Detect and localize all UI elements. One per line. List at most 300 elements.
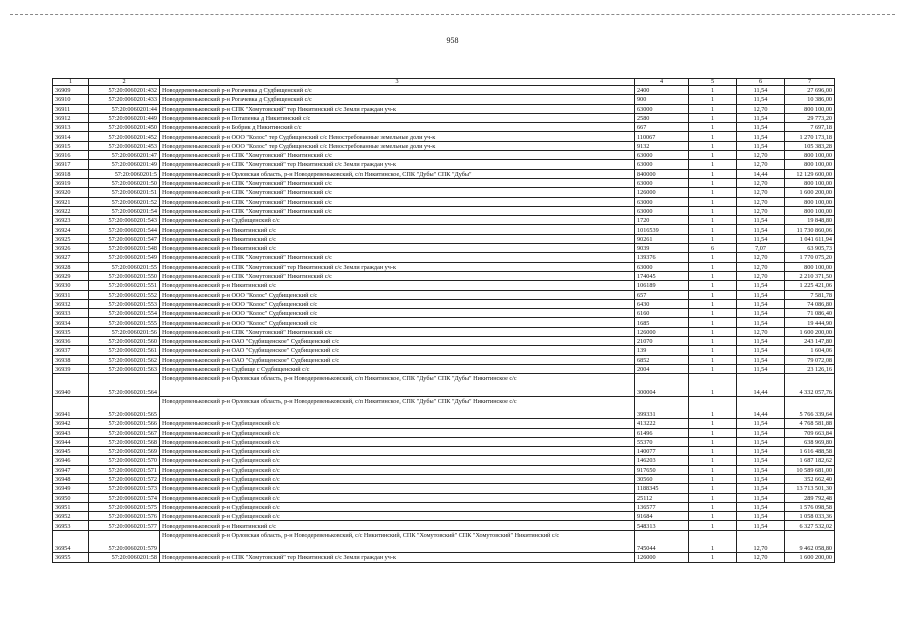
table-cell-col3: Новодеревеньковский р-н СПК "Хомутовский" Никитинский с/с xyxy=(160,253,635,262)
table-cell-col3: Новодеревеньковский р-н Орловская область, р-н Новодеревеньковский, с/п Никитинское, СПК "Дубы" СПК "Дубы" Никитинское с/с xyxy=(160,396,635,419)
table-row xyxy=(53,374,835,397)
table-cell-col5: 1 xyxy=(689,521,737,530)
table-cell-col6: 11,54 xyxy=(737,465,785,474)
table-cell-col1: 36930 xyxy=(53,281,89,290)
table-cell-col1: 36940 xyxy=(53,374,89,397)
table-cell-col1: 36927 xyxy=(53,253,89,262)
table-cell-col2: 57:20:0060201:569 xyxy=(89,447,160,456)
table-cell-col4: 25112 xyxy=(635,493,689,502)
table-cell-col5: 1 xyxy=(689,493,737,502)
table-cell-col7: 800 100,00 xyxy=(785,160,835,169)
table-cell-col1: 36949 xyxy=(53,484,89,493)
table-cell-col6: 11,54 xyxy=(737,225,785,234)
header-cell-2: 2 xyxy=(89,79,160,86)
table-cell-col4: 21070 xyxy=(635,337,689,346)
table-row xyxy=(53,484,835,493)
table-cell-col2: 57:20:0060201:50 xyxy=(89,178,160,187)
table-cell-col3: Новодеревеньковский р-н Судбищенский с/с xyxy=(160,437,635,446)
table-cell-col1: 36909 xyxy=(53,86,89,95)
header-cell-5: 5 xyxy=(689,79,737,86)
table-cell-col4: 6160 xyxy=(635,309,689,318)
table-cell-col4: 126000 xyxy=(635,327,689,336)
table-cell-col5: 1 xyxy=(689,447,737,456)
table-cell-col4: 110067 xyxy=(635,132,689,141)
table-cell-col1: 36944 xyxy=(53,437,89,446)
table-cell-col5: 1 xyxy=(689,123,737,132)
table-row xyxy=(53,346,835,355)
table-cell-col3: Новодеревеньковский р-н Рогачевка д Судбищенский с/с xyxy=(160,86,635,95)
table-cell-col2: 57:20:0060201:572 xyxy=(89,474,160,483)
table-cell-col5: 1 xyxy=(689,346,737,355)
table-cell-col2: 57:20:0060201:51 xyxy=(89,188,160,197)
scan-header-noise xyxy=(10,14,895,17)
table-cell-col1: 36934 xyxy=(53,318,89,327)
table-cell-col5: 1 xyxy=(689,169,737,178)
table-cell-col3: Новодеревеньковский р-н СПК "Хомутовский" Никитинский с/с xyxy=(160,271,635,280)
table-cell-col3: Новодеревеньковский р-н ОАО "Судбищенское" Судбищенский с/с xyxy=(160,355,635,364)
table-cell-col6: 12,70 xyxy=(737,327,785,336)
table-cell-col5: 1 xyxy=(689,281,737,290)
header-cell-6: 6 xyxy=(737,79,785,86)
table-cell-col4: 9132 xyxy=(635,141,689,150)
table-cell-col3: Новодеревеньковский р-н СПК "Хомутовский" тер Никитинский с/с Земли граждан уч-к xyxy=(160,262,635,271)
table-cell-col2: 57:20:0060201:44 xyxy=(89,104,160,113)
table-cell-col7: 12 129 600,00 xyxy=(785,169,835,178)
table-cell-col1: 36936 xyxy=(53,337,89,346)
table-cell-col6: 11,54 xyxy=(737,428,785,437)
table-cell-col6: 12,70 xyxy=(737,271,785,280)
table-cell-col3: Новодеревеньковский р-н СПК "Хомутовский" Никитинский с/с xyxy=(160,178,635,187)
table-cell-col2: 57:20:0060201:547 xyxy=(89,234,160,243)
table-cell-col5: 1 xyxy=(689,419,737,428)
table-cell-col3: Новодеревеньковский р-н Никитинский с/с xyxy=(160,234,635,243)
table-cell-col4: 6430 xyxy=(635,299,689,308)
table-cell-col7: 1 576 098,58 xyxy=(785,502,835,511)
table-row xyxy=(53,512,835,521)
table-cell-col3: Новодеревеньковский р-н СПК "Хомутовский" Никитинский с/с xyxy=(160,327,635,336)
table-cell-col2: 57:20:0060201:571 xyxy=(89,465,160,474)
table-cell-col7: 105 383,28 xyxy=(785,141,835,150)
cadastral-table xyxy=(52,78,835,563)
table-cell-col6: 11,54 xyxy=(737,318,785,327)
table-cell-col6: 14,44 xyxy=(737,169,785,178)
table-row xyxy=(53,141,835,150)
table-cell-col4: 63000 xyxy=(635,160,689,169)
table-cell-col1: 36917 xyxy=(53,160,89,169)
table-cell-col3: Новодеревеньковский р-н СПК "Хомутовский" Никитинский с/с xyxy=(160,151,635,160)
table-cell-col7: 10 386,00 xyxy=(785,95,835,104)
table-cell-col4: 61496 xyxy=(635,428,689,437)
table-cell-col2: 57:20:0060201:47 xyxy=(89,151,160,160)
table-row xyxy=(53,437,835,446)
table-cell-col6: 11,54 xyxy=(737,474,785,483)
table-row xyxy=(53,271,835,280)
table-cell-col3: Новодеревеньковский р-н СПК "Хомутовский" тер Никитинский с/с Земли граждан уч-к xyxy=(160,104,635,113)
table-cell-col1: 36924 xyxy=(53,225,89,234)
table-row xyxy=(53,197,835,206)
table-cell-col7: 71 086,40 xyxy=(785,309,835,318)
table-cell-col4: 55370 xyxy=(635,437,689,446)
table-cell-col2: 57:20:0060201:548 xyxy=(89,244,160,253)
table-cell-col2: 57:20:0060201:566 xyxy=(89,419,160,428)
table-cell-col7: 7 697,18 xyxy=(785,123,835,132)
table-cell-col5: 1 xyxy=(689,271,737,280)
table-cell-col1: 36948 xyxy=(53,474,89,483)
table-cell-col1: 36954 xyxy=(53,530,89,553)
table-cell-col3: Новодеревеньковский р-н Потапенка д Никитинский с/с xyxy=(160,113,635,122)
table-cell-col1: 36931 xyxy=(53,290,89,299)
table-cell-col3: Новодеревеньковский р-н Судбищенский с/с xyxy=(160,456,635,465)
table-cell-col4: 146203 xyxy=(635,456,689,465)
table-cell-col1: 36933 xyxy=(53,309,89,318)
table-cell-col1: 36918 xyxy=(53,169,89,178)
table-cell-col3: Новодеревеньковский р-н Судбищенский с/с xyxy=(160,465,635,474)
table-cell-col7: 11 730 860,06 xyxy=(785,225,835,234)
table-cell-col7: 1 270 173,18 xyxy=(785,132,835,141)
table-cell-col6: 11,54 xyxy=(737,113,785,122)
table-row xyxy=(53,281,835,290)
table-cell-col2: 57:20:0060201:453 xyxy=(89,141,160,150)
table-cell-col5: 6 xyxy=(689,244,737,253)
table-row xyxy=(53,355,835,364)
table-cell-col5: 1 xyxy=(689,104,737,113)
table-cell-col6: 12,70 xyxy=(737,151,785,160)
table-cell-col5: 1 xyxy=(689,437,737,446)
table-cell-col1: 36915 xyxy=(53,141,89,150)
table-cell-col6: 12,70 xyxy=(737,178,785,187)
table-cell-col5: 1 xyxy=(689,299,737,308)
table-cell-col6: 11,54 xyxy=(737,234,785,243)
table-cell-col6: 11,54 xyxy=(737,309,785,318)
table-cell-col2: 57:20:0060201:562 xyxy=(89,355,160,364)
table-cell-col6: 14,44 xyxy=(737,396,785,419)
table-cell-col5: 1 xyxy=(689,206,737,215)
table-cell-col1: 36952 xyxy=(53,512,89,521)
table-cell-col3: Новодеревеньковский р-н Судбищенский с/с xyxy=(160,419,635,428)
table-cell-col6: 11,54 xyxy=(737,141,785,150)
table-cell-col5: 1 xyxy=(689,309,737,318)
table-cell-col7: 1 225 421,06 xyxy=(785,281,835,290)
table-cell-col5: 1 xyxy=(689,337,737,346)
table-cell-col7: 29 773,20 xyxy=(785,113,835,122)
table-cell-col4: 9039 xyxy=(635,244,689,253)
table-cell-col2: 57:20:0060201:433 xyxy=(89,95,160,104)
table-cell-col1: 36928 xyxy=(53,262,89,271)
table-row xyxy=(53,244,835,253)
table-cell-col1: 36922 xyxy=(53,206,89,215)
table-cell-col4: 917650 xyxy=(635,465,689,474)
table-cell-col5: 1 xyxy=(689,465,737,474)
table-cell-col3: Новодеревеньковский р-н ООО "Колос" тер Судбищенский с/с Невостребованные земельные доли уч-к xyxy=(160,132,635,141)
table-cell-col5: 1 xyxy=(689,364,737,373)
table-cell-col1: 36914 xyxy=(53,132,89,141)
table-cell-col3: Новодеревеньковский р-н СПК "Хомутовский" Никитинский с/с xyxy=(160,206,635,215)
table-row xyxy=(53,419,835,428)
table-cell-col3: Новодеревеньковский р-н ООО "Колос" тер Судбищенский с/с Невостребованные земельные доли уч-к xyxy=(160,141,635,150)
table-cell-col4: 2004 xyxy=(635,364,689,373)
table-cell-col7: 74 086,80 xyxy=(785,299,835,308)
table-row xyxy=(53,290,835,299)
table-cell-col7: 709 663,84 xyxy=(785,428,835,437)
table-cell-col4: 139376 xyxy=(635,253,689,262)
table-cell-col4: 1685 xyxy=(635,318,689,327)
table-cell-col7: 800 100,00 xyxy=(785,206,835,215)
table-row xyxy=(53,502,835,511)
table-row xyxy=(53,188,835,197)
table-cell-col7: 79 072,08 xyxy=(785,355,835,364)
table-cell-col5: 1 xyxy=(689,374,737,397)
table-cell-col6: 12,70 xyxy=(737,206,785,215)
table-cell-col4: 667 xyxy=(635,123,689,132)
table-cell-col4: 91684 xyxy=(635,512,689,521)
table-cell-col1: 36938 xyxy=(53,355,89,364)
table-cell-col6: 12,70 xyxy=(737,197,785,206)
table-cell-col1: 36923 xyxy=(53,216,89,225)
table-cell-col7: 1 604,06 xyxy=(785,346,835,355)
table-cell-col7: 289 792,48 xyxy=(785,493,835,502)
table-cell-col4: 63000 xyxy=(635,104,689,113)
table-cell-col7: 10 589 681,00 xyxy=(785,465,835,474)
table-cell-col3: Новодеревеньковский р-н Судбищенский с/с xyxy=(160,502,635,511)
table-cell-col1: 36950 xyxy=(53,493,89,502)
table-cell-col3: Новодеревеньковский р-н Судбищенский с/с xyxy=(160,447,635,456)
table-cell-col2: 57:20:0060201:58 xyxy=(89,553,160,562)
table-cell-col7: 5 766 339,64 xyxy=(785,396,835,419)
table-cell-col3: Новодеревеньковский р-н Судбищенский с/с xyxy=(160,428,635,437)
table-cell-col5: 1 xyxy=(689,160,737,169)
table-cell-col1: 36943 xyxy=(53,428,89,437)
table-row xyxy=(53,327,835,336)
table-row xyxy=(53,104,835,113)
table-cell-col2: 57:20:0060201:575 xyxy=(89,502,160,511)
table-cell-col3: Новодеревеньковский р-н Никитинский с/с xyxy=(160,521,635,530)
table-cell-col2: 57:20:0060201:52 xyxy=(89,197,160,206)
table-cell-col4: 126000 xyxy=(635,188,689,197)
table-cell-col7: 7 581,78 xyxy=(785,290,835,299)
table-cell-col1: 36935 xyxy=(53,327,89,336)
table-cell-col4: 300004 xyxy=(635,374,689,397)
table-cell-col5: 1 xyxy=(689,234,737,243)
table-cell-col4: 399331 xyxy=(635,396,689,419)
table-cell-col4: 1720 xyxy=(635,216,689,225)
table-cell-col3: Новодеревеньковский р-н Орловская область, р-н Новодеревеньковский, с/с Никитинский, СПК "Хомутовский" СПК "Хомутовский" Никитинский с/с xyxy=(160,530,635,553)
table-cell-col7: 13 713 501,30 xyxy=(785,484,835,493)
table-cell-col6: 12,70 xyxy=(737,188,785,197)
table-cell-col2: 57:20:0060201:452 xyxy=(89,132,160,141)
table-cell-col2: 57:20:0060201:544 xyxy=(89,225,160,234)
table-cell-col4: 2580 xyxy=(635,113,689,122)
table-cell-col4: 106189 xyxy=(635,281,689,290)
table-cell-col7: 4 768 581,88 xyxy=(785,419,835,428)
table-cell-col7: 1 687 182,62 xyxy=(785,456,835,465)
table-cell-col2: 57:20:0060201:573 xyxy=(89,484,160,493)
table-cell-col5: 1 xyxy=(689,553,737,562)
table-row xyxy=(53,396,835,419)
table-cell-col4: 90261 xyxy=(635,234,689,243)
table-cell-col6: 11,54 xyxy=(737,132,785,141)
table-cell-col6: 11,54 xyxy=(737,355,785,364)
table-row xyxy=(53,428,835,437)
table-cell-col1: 36955 xyxy=(53,553,89,562)
table-cell-col2: 57:20:0060201:567 xyxy=(89,428,160,437)
table-cell-col7: 19 848,80 xyxy=(785,216,835,225)
table-row xyxy=(53,225,835,234)
table-cell-col4: 63000 xyxy=(635,151,689,160)
table-row xyxy=(53,309,835,318)
table-row xyxy=(53,493,835,502)
table-cell-col2: 57:20:0060201:574 xyxy=(89,493,160,502)
table-cell-col1: 36916 xyxy=(53,151,89,160)
table-cell-col2: 57:20:0060201:552 xyxy=(89,290,160,299)
table-cell-col5: 1 xyxy=(689,262,737,271)
table-cell-col5: 1 xyxy=(689,188,737,197)
table-cell-col7: 1 058 033,36 xyxy=(785,512,835,521)
table-cell-col6: 12,70 xyxy=(737,104,785,113)
table-cell-col7: 1 600 200,00 xyxy=(785,553,835,562)
table-cell-col4: 136577 xyxy=(635,502,689,511)
table-cell-col5: 1 xyxy=(689,484,737,493)
table-cell-col3: Новодеревеньковский р-н ООО "Колос" Судбищенский с/с xyxy=(160,299,635,308)
table-cell-col7: 800 100,00 xyxy=(785,151,835,160)
table-cell-col3: Новодеревеньковский р-н Судбищенский с/с xyxy=(160,474,635,483)
table-cell-col6: 11,54 xyxy=(737,502,785,511)
table-cell-col2: 57:20:0060201:560 xyxy=(89,337,160,346)
table-cell-col4: 840000 xyxy=(635,169,689,178)
table-cell-col5: 1 xyxy=(689,355,737,364)
table-cell-col2: 57:20:0060201:543 xyxy=(89,216,160,225)
table-cell-col2: 57:20:0060201:564 xyxy=(89,374,160,397)
table-cell-col3: Новодеревеньковский р-н СПК "Хомутовский" Никитинский с/с xyxy=(160,188,635,197)
table-cell-col4: 413222 xyxy=(635,419,689,428)
table-cell-col1: 36942 xyxy=(53,419,89,428)
table-cell-col2: 57:20:0060201:554 xyxy=(89,309,160,318)
table-cell-col3: Новодеревеньковский р-н ОАО "Судбищенское" Судбищенский с/с xyxy=(160,346,635,355)
table-cell-col4: 1188345 xyxy=(635,484,689,493)
table-cell-col5: 1 xyxy=(689,86,737,95)
table-cell-col3: Новодеревеньковский р-н Судбищенский с/с xyxy=(160,493,635,502)
table-cell-col2: 57:20:0060201:432 xyxy=(89,86,160,95)
table-cell-col2: 57:20:0060201:555 xyxy=(89,318,160,327)
table-cell-col7: 1 616 488,58 xyxy=(785,447,835,456)
table-cell-col7: 9 462 058,80 xyxy=(785,530,835,553)
table-cell-col3: Новодеревеньковский р-н СПК "Хомутовский" тер Никитинский с/с Земли граждан уч-к xyxy=(160,160,635,169)
table-cell-col6: 11,54 xyxy=(737,447,785,456)
table-cell-col2: 57:20:0060201:577 xyxy=(89,521,160,530)
table-cell-col2: 57:20:0060201:5 xyxy=(89,169,160,178)
table-row xyxy=(53,337,835,346)
table-cell-col2: 57:20:0060201:56 xyxy=(89,327,160,336)
table-cell-col1: 36911 xyxy=(53,104,89,113)
table-row xyxy=(53,151,835,160)
table-cell-col7: 1 041 611,94 xyxy=(785,234,835,243)
table-row xyxy=(53,132,835,141)
table-cell-col2: 57:20:0060201:553 xyxy=(89,299,160,308)
table-row xyxy=(53,447,835,456)
table-cell-col3: Новодеревеньковский р-н Никитинский с/с xyxy=(160,244,635,253)
table-cell-col3: Новодеревеньковский р-н Бобрик д Никитинский с/с xyxy=(160,123,635,132)
page-number: 958 xyxy=(446,36,459,45)
table-cell-col7: 4 332 057,76 xyxy=(785,374,835,397)
table-row xyxy=(53,113,835,122)
header-cell-3: 3 xyxy=(160,79,635,86)
table-cell-col7: 1 600 200,00 xyxy=(785,327,835,336)
table-cell-col6: 12,70 xyxy=(737,262,785,271)
table-cell-col3: Новодеревеньковский р-н Судбище с Судбищенский с/с xyxy=(160,364,635,373)
table-row xyxy=(53,262,835,271)
table-cell-col2: 57:20:0060201:565 xyxy=(89,396,160,419)
table-row xyxy=(53,123,835,132)
table-cell-col3: Новодеревеньковский р-н СПК "Хомутовский" Никитинский с/с xyxy=(160,197,635,206)
table-cell-col6: 11,54 xyxy=(737,281,785,290)
table-cell-col3: Новодеревеньковский р-н Судбищенский с/с xyxy=(160,216,635,225)
table-cell-col1: 36937 xyxy=(53,346,89,355)
table-cell-col7: 6 327 532,02 xyxy=(785,521,835,530)
table-cell-col3: Новодеревеньковский р-н Судбищенский с/с xyxy=(160,512,635,521)
header-cell-7: 7 xyxy=(785,79,835,86)
table-cell-col1: 36946 xyxy=(53,456,89,465)
table-cell-col7: 800 100,00 xyxy=(785,104,835,113)
table-row xyxy=(53,299,835,308)
table-cell-col7: 1 600 200,00 xyxy=(785,188,835,197)
table-cell-col4: 63000 xyxy=(635,178,689,187)
table-cell-col6: 11,54 xyxy=(737,456,785,465)
table-cell-col5: 1 xyxy=(689,530,737,553)
table-cell-col1: 36926 xyxy=(53,244,89,253)
table-cell-col1: 36913 xyxy=(53,123,89,132)
table-row xyxy=(53,160,835,169)
table-row xyxy=(53,86,835,95)
table-cell-col6: 12,70 xyxy=(737,553,785,562)
table-cell-col5: 1 xyxy=(689,318,737,327)
table-cell-col5: 1 xyxy=(689,178,737,187)
table-cell-col6: 11,54 xyxy=(737,290,785,299)
table-cell-col1: 36929 xyxy=(53,271,89,280)
table-row xyxy=(53,206,835,215)
table-cell-col6: 11,54 xyxy=(737,512,785,521)
table-cell-col4: 1016539 xyxy=(635,225,689,234)
table-cell-col5: 1 xyxy=(689,141,737,150)
table-row xyxy=(53,553,835,562)
table-cell-col1: 36953 xyxy=(53,521,89,530)
table-body xyxy=(53,86,835,563)
table-row xyxy=(53,234,835,243)
table-cell-col7: 800 100,00 xyxy=(785,178,835,187)
table-row xyxy=(53,95,835,104)
table-cell-col7: 800 100,00 xyxy=(785,262,835,271)
table-cell-col5: 1 xyxy=(689,113,737,122)
table-row xyxy=(53,521,835,530)
table-cell-col4: 657 xyxy=(635,290,689,299)
table-cell-col1: 36912 xyxy=(53,113,89,122)
table-cell-col7: 19 444,90 xyxy=(785,318,835,327)
table-row xyxy=(53,253,835,262)
table-cell-col6: 14,44 xyxy=(737,374,785,397)
table-cell-col1: 36932 xyxy=(53,299,89,308)
table-cell-col6: 11,54 xyxy=(737,484,785,493)
table-cell-col5: 1 xyxy=(689,197,737,206)
table-cell-col2: 57:20:0060201:563 xyxy=(89,364,160,373)
table-cell-col1: 36941 xyxy=(53,396,89,419)
table-row xyxy=(53,169,835,178)
table-cell-col6: 11,54 xyxy=(737,216,785,225)
table-cell-col1: 36910 xyxy=(53,95,89,104)
table-cell-col7: 23 126,16 xyxy=(785,364,835,373)
header-row xyxy=(53,79,835,86)
table-cell-col6: 12,70 xyxy=(737,253,785,262)
table-cell-col6: 12,70 xyxy=(737,160,785,169)
table-cell-col7: 800 100,00 xyxy=(785,197,835,206)
table-cell-col6: 11,54 xyxy=(737,419,785,428)
